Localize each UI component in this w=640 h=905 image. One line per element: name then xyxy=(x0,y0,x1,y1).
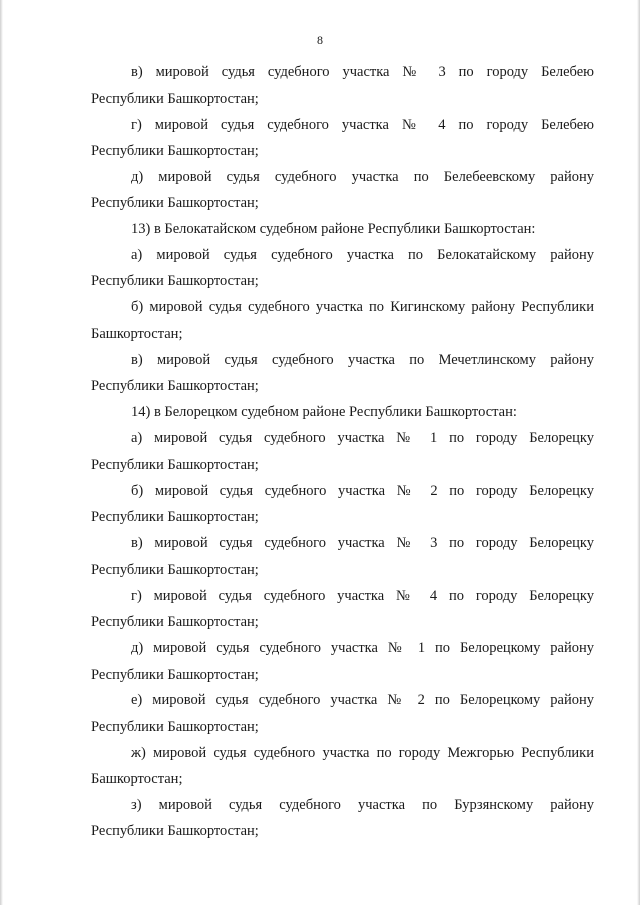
list-item-line: Республики Башкортостан; xyxy=(91,195,259,211)
list-item-line: Республики Башкортостан; xyxy=(91,457,259,473)
list-item-line: д) мировой судья судебного участка по Белебеевскому району xyxy=(131,169,594,185)
list-item-line: а) мировой судья судебного участка по Белокатайскому району xyxy=(131,247,594,263)
list-item-line: Республики Башкортостан; xyxy=(91,273,259,289)
list-item-line: б) мировой судья судебного участка № 2 по городу Белорецку xyxy=(131,483,594,499)
list-item-line: Республики Башкортостан; xyxy=(91,509,259,525)
list-item-line: д) мировой судья судебного участка № 1 по Белорецкому району xyxy=(131,640,594,656)
district-heading: 14) в Белорецком судебном районе Республики Башкортостан: xyxy=(131,404,517,420)
list-item-line: г) мировой судья судебного участка № 4 по городу Белорецку xyxy=(131,588,594,604)
page-number: 8 xyxy=(317,33,323,47)
district-heading: 13) в Белокатайском судебном районе Республики Башкортостан: xyxy=(131,221,536,237)
list-item-line: Башкортостан; xyxy=(91,326,183,342)
list-item-line: в) мировой судья судебного участка по Мечетлинскому району xyxy=(131,352,594,368)
list-item-line: г) мировой судья судебного участка № 4 по городу Белебею xyxy=(131,117,594,133)
list-item-line: б) мировой судья судебного участка по Кигинскому району Республики xyxy=(131,299,594,315)
list-item-line: в) мировой судья судебного участка № 3 по городу Белорецку xyxy=(131,535,594,551)
list-item-line: Республики Башкортостан; xyxy=(91,667,259,683)
list-item-line: Республики Башкортостан; xyxy=(91,91,259,107)
list-item-line: Республики Башкортостан; xyxy=(91,378,259,394)
list-item-line: з) мировой судья судебного участка по Бурзянскому району xyxy=(131,797,594,813)
list-item-line: ж) мировой судья судебного участка по городу Межгорью Республики xyxy=(131,745,594,761)
list-item-line: а) мировой судья судебного участка № 1 по городу Белорецку xyxy=(131,430,594,446)
list-item-line: Республики Башкортостан; xyxy=(91,614,259,630)
list-item-line: Республики Башкортостан; xyxy=(91,562,259,578)
list-item-line: Башкортостан; xyxy=(91,771,183,787)
list-item-line: Республики Башкортостан; xyxy=(91,143,259,159)
list-item-line: Республики Башкортостан; xyxy=(91,719,259,735)
list-item-line: в) мировой судья судебного участка № 3 по городу Белебею xyxy=(131,64,594,80)
list-item-line: Республики Башкортостан; xyxy=(91,823,259,839)
scan-edge-left xyxy=(0,0,3,905)
list-item-line: е) мировой судья судебного участка № 2 по Белорецкому району xyxy=(131,692,594,708)
